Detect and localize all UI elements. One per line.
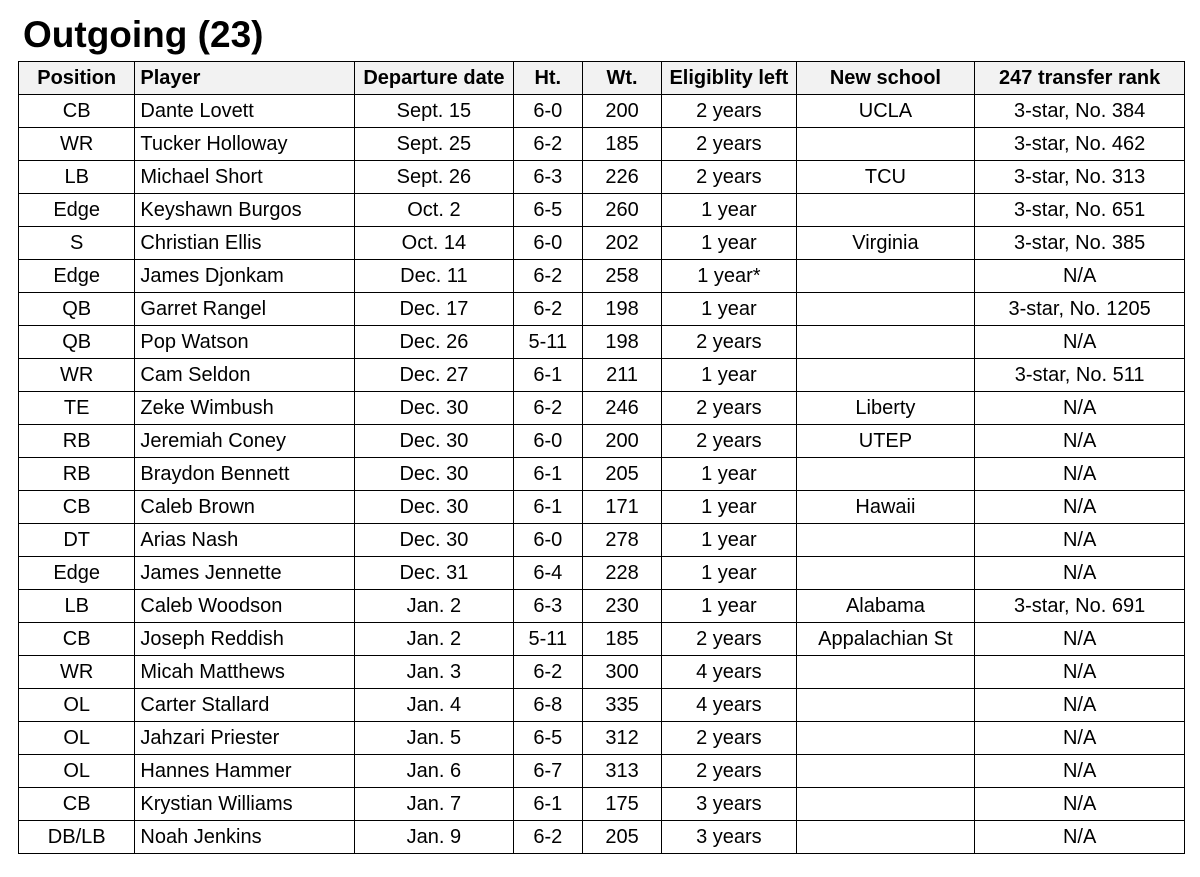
cell-eligibility-left: 2 years bbox=[662, 392, 796, 425]
cell-new-school bbox=[796, 458, 975, 491]
cell-eligibility-left: 2 years bbox=[662, 128, 796, 161]
table-row bbox=[19, 359, 1185, 392]
cell-departure-date: Sept. 26 bbox=[355, 161, 514, 194]
cell-position: WR bbox=[19, 128, 135, 161]
cell-weight: 300 bbox=[582, 656, 661, 689]
table-row bbox=[19, 128, 1185, 161]
cell-height: 5-11 bbox=[513, 623, 582, 656]
table-row bbox=[19, 392, 1185, 425]
cell-departure-date: Dec. 30 bbox=[355, 392, 514, 425]
cell-height: 6-2 bbox=[513, 260, 582, 293]
cell-departure-date: Dec. 11 bbox=[355, 260, 514, 293]
cell-departure-date: Oct. 2 bbox=[355, 194, 514, 227]
cell-departure-date: Sept. 25 bbox=[355, 128, 514, 161]
cell-departure-date: Jan. 7 bbox=[355, 788, 514, 821]
cell-position: LB bbox=[19, 161, 135, 194]
cell-transfer-rank: N/A bbox=[975, 656, 1185, 689]
table-row bbox=[19, 788, 1185, 821]
cell-weight: 198 bbox=[582, 326, 661, 359]
table-row bbox=[19, 524, 1185, 557]
cell-new-school bbox=[796, 359, 975, 392]
cell-new-school bbox=[796, 293, 975, 326]
cell-player: Krystian Williams bbox=[135, 788, 355, 821]
cell-transfer-rank: 3-star, No. 651 bbox=[975, 194, 1185, 227]
cell-height: 6-2 bbox=[513, 392, 582, 425]
cell-player: Christian Ellis bbox=[135, 227, 355, 260]
table-row bbox=[19, 557, 1185, 590]
cell-departure-date: Dec. 31 bbox=[355, 557, 514, 590]
cell-position: CB bbox=[19, 788, 135, 821]
table-row bbox=[19, 656, 1185, 689]
cell-departure-date: Jan. 2 bbox=[355, 623, 514, 656]
cell-transfer-rank: N/A bbox=[975, 788, 1185, 821]
cell-player: Hannes Hammer bbox=[135, 755, 355, 788]
cell-new-school: Virginia bbox=[796, 227, 975, 260]
cell-new-school bbox=[796, 557, 975, 590]
cell-new-school bbox=[796, 722, 975, 755]
cell-eligibility-left: 2 years bbox=[662, 425, 796, 458]
cell-height: 6-3 bbox=[513, 590, 582, 623]
cell-eligibility-left: 2 years bbox=[662, 623, 796, 656]
cell-height: 6-0 bbox=[513, 524, 582, 557]
column-header-new-school: New school bbox=[796, 62, 975, 95]
column-header-departure-date: Departure date bbox=[355, 62, 514, 95]
cell-player: James Djonkam bbox=[135, 260, 355, 293]
cell-departure-date: Dec. 17 bbox=[355, 293, 514, 326]
cell-position: CB bbox=[19, 623, 135, 656]
cell-new-school bbox=[796, 689, 975, 722]
table-row bbox=[19, 623, 1185, 656]
cell-new-school bbox=[796, 128, 975, 161]
cell-departure-date: Dec. 26 bbox=[355, 326, 514, 359]
cell-eligibility-left: 2 years bbox=[662, 161, 796, 194]
cell-weight: 228 bbox=[582, 557, 661, 590]
cell-weight: 202 bbox=[582, 227, 661, 260]
cell-departure-date: Dec. 30 bbox=[355, 458, 514, 491]
cell-position: RB bbox=[19, 458, 135, 491]
cell-new-school bbox=[796, 326, 975, 359]
cell-weight: 198 bbox=[582, 293, 661, 326]
cell-player: Jeremiah Coney bbox=[135, 425, 355, 458]
cell-weight: 258 bbox=[582, 260, 661, 293]
cell-height: 6-1 bbox=[513, 491, 582, 524]
table-row bbox=[19, 326, 1185, 359]
cell-player: Braydon Bennett bbox=[135, 458, 355, 491]
cell-eligibility-left: 1 year bbox=[662, 458, 796, 491]
cell-new-school: TCU bbox=[796, 161, 975, 194]
cell-height: 6-7 bbox=[513, 755, 582, 788]
cell-position: CB bbox=[19, 95, 135, 128]
cell-player: Caleb Brown bbox=[135, 491, 355, 524]
cell-position: TE bbox=[19, 392, 135, 425]
cell-departure-date: Jan. 3 bbox=[355, 656, 514, 689]
cell-transfer-rank: 3-star, No. 462 bbox=[975, 128, 1185, 161]
cell-new-school bbox=[796, 656, 975, 689]
cell-transfer-rank: N/A bbox=[975, 557, 1185, 590]
cell-position: QB bbox=[19, 326, 135, 359]
cell-weight: 185 bbox=[582, 128, 661, 161]
cell-weight: 200 bbox=[582, 95, 661, 128]
cell-player: Keyshawn Burgos bbox=[135, 194, 355, 227]
cell-transfer-rank: N/A bbox=[975, 260, 1185, 293]
cell-player: Noah Jenkins bbox=[135, 821, 355, 854]
cell-player: Jahzari Priester bbox=[135, 722, 355, 755]
cell-eligibility-left: 4 years bbox=[662, 689, 796, 722]
cell-transfer-rank: N/A bbox=[975, 425, 1185, 458]
cell-position: LB bbox=[19, 590, 135, 623]
cell-new-school bbox=[796, 260, 975, 293]
cell-weight: 230 bbox=[582, 590, 661, 623]
cell-new-school bbox=[796, 788, 975, 821]
outgoing-table bbox=[18, 61, 1185, 854]
cell-position: WR bbox=[19, 656, 135, 689]
cell-eligibility-left: 2 years bbox=[662, 95, 796, 128]
cell-position: DT bbox=[19, 524, 135, 557]
cell-transfer-rank: 3-star, No. 511 bbox=[975, 359, 1185, 392]
cell-eligibility-left: 2 years bbox=[662, 326, 796, 359]
column-header-height: Ht. bbox=[513, 62, 582, 95]
table-row bbox=[19, 755, 1185, 788]
table-row bbox=[19, 722, 1185, 755]
cell-height: 6-0 bbox=[513, 227, 582, 260]
column-header-transfer-rank: 247 transfer rank bbox=[975, 62, 1185, 95]
cell-eligibility-left: 1 year bbox=[662, 590, 796, 623]
cell-eligibility-left: 1 year bbox=[662, 227, 796, 260]
table-row bbox=[19, 161, 1185, 194]
cell-height: 6-3 bbox=[513, 161, 582, 194]
cell-player: Zeke Wimbush bbox=[135, 392, 355, 425]
cell-new-school: Alabama bbox=[796, 590, 975, 623]
page-title: Outgoing (23) bbox=[23, 14, 264, 55]
cell-transfer-rank: 3-star, No. 384 bbox=[975, 95, 1185, 128]
cell-new-school: UCLA bbox=[796, 95, 975, 128]
cell-transfer-rank: N/A bbox=[975, 491, 1185, 524]
table-row bbox=[19, 590, 1185, 623]
cell-position: Edge bbox=[19, 260, 135, 293]
cell-transfer-rank: 3-star, No. 691 bbox=[975, 590, 1185, 623]
cell-weight: 226 bbox=[582, 161, 661, 194]
cell-weight: 205 bbox=[582, 458, 661, 491]
cell-departure-date: Jan. 9 bbox=[355, 821, 514, 854]
table-header-row bbox=[19, 62, 1185, 95]
cell-height: 6-2 bbox=[513, 293, 582, 326]
cell-height: 5-11 bbox=[513, 326, 582, 359]
cell-player: Joseph Reddish bbox=[135, 623, 355, 656]
cell-transfer-rank: N/A bbox=[975, 524, 1185, 557]
cell-position: CB bbox=[19, 491, 135, 524]
column-header-player: Player bbox=[135, 62, 355, 95]
cell-eligibility-left: 1 year bbox=[662, 293, 796, 326]
cell-position: OL bbox=[19, 755, 135, 788]
cell-height: 6-0 bbox=[513, 425, 582, 458]
cell-position: S bbox=[19, 227, 135, 260]
cell-height: 6-1 bbox=[513, 458, 582, 491]
cell-eligibility-left: 1 year bbox=[662, 557, 796, 590]
cell-new-school: Hawaii bbox=[796, 491, 975, 524]
cell-weight: 313 bbox=[582, 755, 661, 788]
cell-height: 6-0 bbox=[513, 95, 582, 128]
cell-new-school: Liberty bbox=[796, 392, 975, 425]
cell-height: 6-5 bbox=[513, 722, 582, 755]
cell-position: WR bbox=[19, 359, 135, 392]
cell-transfer-rank: 3-star, No. 313 bbox=[975, 161, 1185, 194]
cell-height: 6-2 bbox=[513, 656, 582, 689]
cell-transfer-rank: N/A bbox=[975, 689, 1185, 722]
cell-player: Tucker Holloway bbox=[135, 128, 355, 161]
cell-transfer-rank: N/A bbox=[975, 326, 1185, 359]
cell-height: 6-4 bbox=[513, 557, 582, 590]
cell-transfer-rank: N/A bbox=[975, 392, 1185, 425]
cell-eligibility-left: 2 years bbox=[662, 755, 796, 788]
cell-weight: 175 bbox=[582, 788, 661, 821]
cell-player: Caleb Woodson bbox=[135, 590, 355, 623]
cell-position: QB bbox=[19, 293, 135, 326]
cell-transfer-rank: N/A bbox=[975, 821, 1185, 854]
table-row bbox=[19, 491, 1185, 524]
cell-player: Garret Rangel bbox=[135, 293, 355, 326]
cell-departure-date: Dec. 30 bbox=[355, 491, 514, 524]
cell-new-school bbox=[796, 524, 975, 557]
cell-player: Arias Nash bbox=[135, 524, 355, 557]
cell-player: Dante Lovett bbox=[135, 95, 355, 128]
cell-height: 6-5 bbox=[513, 194, 582, 227]
cell-departure-date: Dec. 27 bbox=[355, 359, 514, 392]
table-row bbox=[19, 425, 1185, 458]
cell-player: Carter Stallard bbox=[135, 689, 355, 722]
cell-eligibility-left: 1 year bbox=[662, 194, 796, 227]
column-header-weight: Wt. bbox=[582, 62, 661, 95]
cell-transfer-rank: N/A bbox=[975, 458, 1185, 491]
cell-departure-date: Jan. 2 bbox=[355, 590, 514, 623]
cell-position: RB bbox=[19, 425, 135, 458]
cell-transfer-rank: N/A bbox=[975, 722, 1185, 755]
cell-transfer-rank: 3-star, No. 1205 bbox=[975, 293, 1185, 326]
table-row bbox=[19, 689, 1185, 722]
cell-weight: 205 bbox=[582, 821, 661, 854]
table-row bbox=[19, 260, 1185, 293]
cell-new-school bbox=[796, 194, 975, 227]
cell-weight: 335 bbox=[582, 689, 661, 722]
cell-weight: 312 bbox=[582, 722, 661, 755]
cell-weight: 200 bbox=[582, 425, 661, 458]
table-row bbox=[19, 194, 1185, 227]
table-row bbox=[19, 821, 1185, 854]
cell-position: OL bbox=[19, 689, 135, 722]
cell-departure-date: Dec. 30 bbox=[355, 524, 514, 557]
table-body bbox=[19, 95, 1185, 854]
cell-eligibility-left: 1 year bbox=[662, 524, 796, 557]
table-row bbox=[19, 293, 1185, 326]
cell-transfer-rank: N/A bbox=[975, 755, 1185, 788]
cell-departure-date: Sept. 15 bbox=[355, 95, 514, 128]
cell-height: 6-1 bbox=[513, 788, 582, 821]
cell-departure-date: Jan. 5 bbox=[355, 722, 514, 755]
table-row bbox=[19, 227, 1185, 260]
cell-eligibility-left: 1 year* bbox=[662, 260, 796, 293]
column-header-eligibility-left: Eligiblity left bbox=[662, 62, 796, 95]
cell-departure-date: Oct. 14 bbox=[355, 227, 514, 260]
cell-player: Pop Watson bbox=[135, 326, 355, 359]
cell-weight: 246 bbox=[582, 392, 661, 425]
table-row bbox=[19, 458, 1185, 491]
column-header-position: Position bbox=[19, 62, 135, 95]
cell-height: 6-1 bbox=[513, 359, 582, 392]
cell-position: DB/LB bbox=[19, 821, 135, 854]
cell-eligibility-left: 2 years bbox=[662, 722, 796, 755]
cell-player: Micah Matthews bbox=[135, 656, 355, 689]
cell-new-school: Appalachian St bbox=[796, 623, 975, 656]
cell-eligibility-left: 4 years bbox=[662, 656, 796, 689]
cell-player: Michael Short bbox=[135, 161, 355, 194]
cell-height: 6-8 bbox=[513, 689, 582, 722]
cell-transfer-rank: N/A bbox=[975, 623, 1185, 656]
cell-weight: 260 bbox=[582, 194, 661, 227]
cell-player: Cam Seldon bbox=[135, 359, 355, 392]
cell-eligibility-left: 1 year bbox=[662, 491, 796, 524]
cell-departure-date: Jan. 6 bbox=[355, 755, 514, 788]
cell-new-school bbox=[796, 755, 975, 788]
cell-position: OL bbox=[19, 722, 135, 755]
cell-eligibility-left: 1 year bbox=[662, 359, 796, 392]
cell-weight: 185 bbox=[582, 623, 661, 656]
cell-position: Edge bbox=[19, 557, 135, 590]
cell-height: 6-2 bbox=[513, 821, 582, 854]
cell-new-school: UTEP bbox=[796, 425, 975, 458]
cell-new-school bbox=[796, 821, 975, 854]
cell-departure-date: Dec. 30 bbox=[355, 425, 514, 458]
cell-player: James Jennette bbox=[135, 557, 355, 590]
table-row bbox=[19, 95, 1185, 128]
cell-weight: 171 bbox=[582, 491, 661, 524]
cell-height: 6-2 bbox=[513, 128, 582, 161]
cell-weight: 278 bbox=[582, 524, 661, 557]
cell-position: Edge bbox=[19, 194, 135, 227]
cell-departure-date: Jan. 4 bbox=[355, 689, 514, 722]
cell-eligibility-left: 3 years bbox=[662, 788, 796, 821]
cell-eligibility-left: 3 years bbox=[662, 821, 796, 854]
cell-transfer-rank: 3-star, No. 385 bbox=[975, 227, 1185, 260]
cell-weight: 211 bbox=[582, 359, 661, 392]
